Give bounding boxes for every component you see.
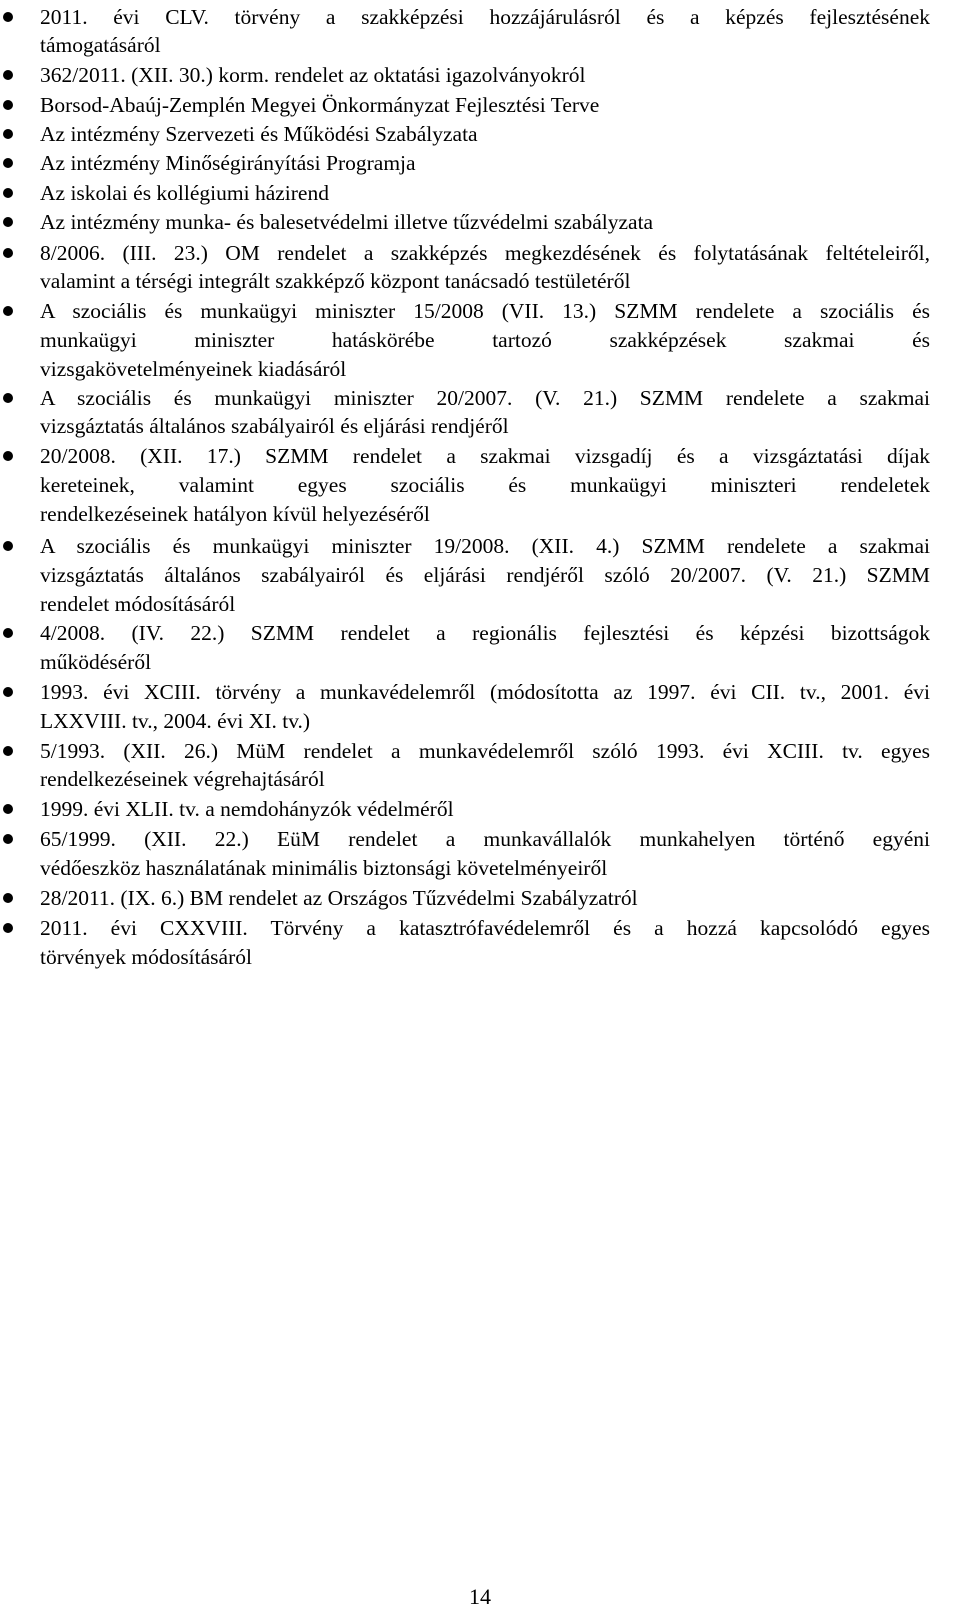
bullet-icon — [3, 217, 13, 227]
bullet-icon — [3, 893, 13, 903]
item-line: rendelet módosításáról — [40, 592, 236, 616]
bullet-icon — [3, 100, 13, 110]
bullet-icon — [3, 188, 13, 198]
item-line: támogatásáról — [40, 33, 161, 57]
bullet-icon — [3, 923, 13, 933]
page-number: 14 — [469, 1584, 491, 1609]
item-line: 8/2006. (III. 23.) OM rendelet a szakképzés megkezdésének és folytatásának feltételeiről, — [40, 241, 930, 265]
item-line: vizsgáztatás általános szabályairól és eljárási rendjéről szóló 20/2007. (V. 21.) SZMM — [40, 563, 930, 587]
item-line: működéséről — [40, 650, 152, 674]
item-line: munkaügyi miniszter hatáskörébe tartozó szakképzések szakmai és — [40, 328, 930, 352]
item-line: törvények módosításáról — [40, 945, 252, 969]
bullet-icon — [3, 628, 13, 638]
bullet-icon — [3, 248, 13, 258]
item-line: vizsgakövetelményeinek kiadásáról — [40, 357, 347, 381]
item-line: 2011. évi CLV. törvény a szakképzési hozzájárulásról és a képzés fejlesztésének — [40, 5, 930, 29]
item-line: Borsod-Abaúj-Zemplén Megyei Önkormányzat Fejlesztési Terve — [40, 93, 600, 117]
bullet-icon — [3, 451, 13, 461]
item-line: A szociális és munkaügyi miniszter 20/2007. (V. 21.) SZMM rendelete a szakmai — [40, 386, 930, 410]
item-line: kereteinek, valamint egyes szociális és munkaügyi miniszteri rendeletek — [40, 473, 930, 497]
item-line: valamint a térségi integrált szakképző központ tanácsadó testületéről — [40, 269, 631, 293]
item-line: 4/2008. (IV. 22.) SZMM rendelet a regionális fejlesztési és képzési bizottságok — [40, 621, 930, 645]
item-line: Az intézmény Minőségirányítási Programja — [40, 151, 416, 175]
bullet-icon — [3, 834, 13, 844]
item-line: LXXVIII. tv., 2004. évi XI. tv.) — [40, 709, 311, 733]
item-line: 2011. évi CXXVIII. Törvény a katasztrófavédelemről és a hozzá kapcsolódó egyes — [40, 916, 930, 940]
bullet-icon — [3, 306, 13, 316]
bullet-icon — [3, 70, 13, 80]
bullet-icon — [3, 746, 13, 756]
item-line: Az iskolai és kollégiumi házirend — [40, 181, 329, 205]
bullet-icon — [3, 129, 13, 139]
bullet-icon — [3, 158, 13, 168]
item-line: 362/2011. (XII. 30.) korm. rendelet az oktatási igazolványokról — [40, 63, 586, 87]
bullet-icon — [3, 393, 13, 403]
item-line: vizsgáztatás általános szabályairól és eljárási rendjéről — [40, 414, 509, 438]
item-line: 28/2011. (IX. 6.) BM rendelet az Országos Tűzvédelmi Szabályzatról — [40, 886, 638, 910]
item-line: 5/1993. (XII. 26.) MüM rendelet a munkavédelemről szóló 1993. évi XCIII. tv. egyes — [40, 739, 930, 763]
bullet-icon — [3, 541, 13, 551]
item-line: Az intézmény Szervezeti és Működési Szabályzata — [40, 122, 478, 146]
item-line: rendelkezéseinek végrehajtásáról — [40, 767, 325, 791]
bullet-icon — [3, 804, 13, 814]
item-line: 65/1999. (XII. 22.) EüM rendelet a munkavállalók munkahelyen történő egyéni — [40, 827, 930, 851]
item-line: 1993. évi XCIII. törvény a munkavédelemről (módosította az 1997. évi CII. tv., 2001. évi — [40, 680, 930, 704]
bullet-icon — [3, 12, 13, 22]
item-line: védőeszköz használatának minimális biztonsági követelményeiről — [40, 856, 608, 880]
item-line: 20/2008. (XII. 17.) SZMM rendelet a szakmai vizsgadíj és a vizsgáztatási díjak — [40, 444, 930, 468]
item-line: 1999. évi XLII. tv. a nemdohányzók védelméről — [40, 797, 454, 821]
item-line: rendelkezéseinek hatályon kívül helyezéséről — [40, 502, 430, 526]
item-line: A szociális és munkaügyi miniszter 19/2008. (XII. 4.) SZMM rendelete a szakmai — [40, 534, 930, 558]
item-line: A szociális és munkaügyi miniszter 15/2008 (VII. 13.) SZMM rendelete a szociális és — [40, 299, 930, 323]
item-line: Az intézmény munka- és balesetvédelmi illetve tűzvédelmi szabályzata — [40, 210, 654, 234]
bullet-icon — [3, 687, 13, 697]
